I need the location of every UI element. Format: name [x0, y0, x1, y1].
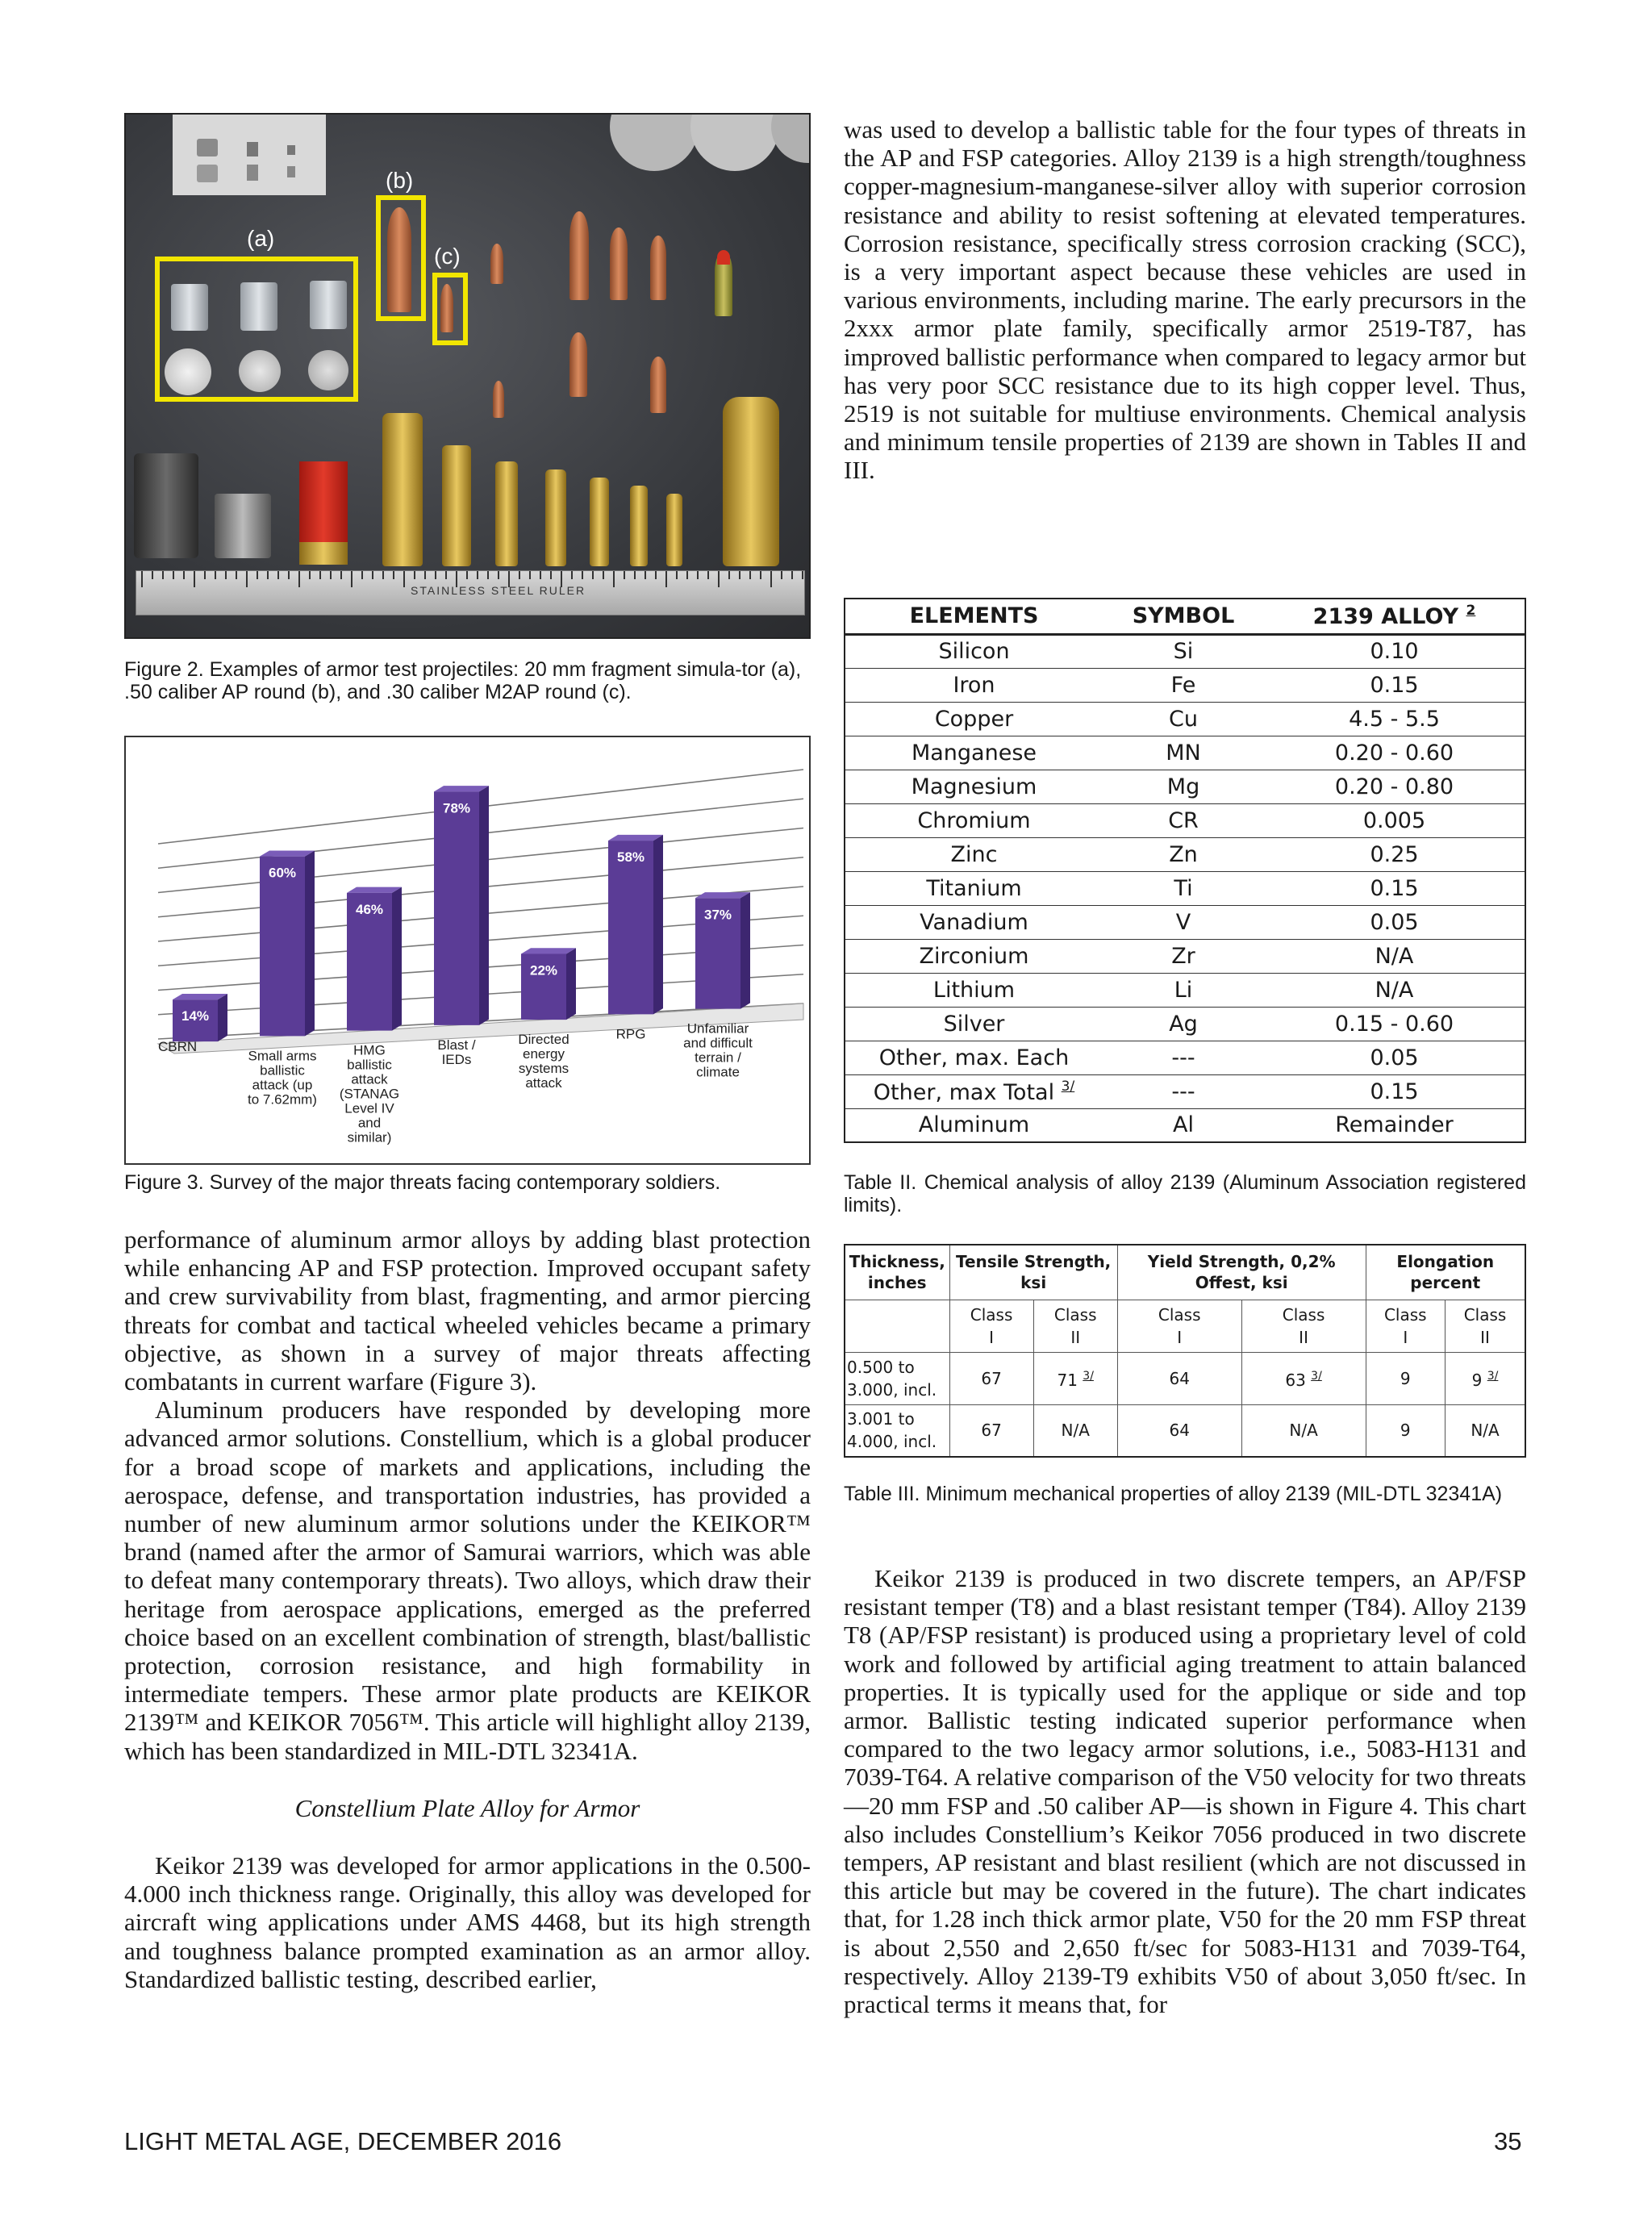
value-cell: [1241, 1352, 1366, 1404]
ruler-tick: [225, 571, 227, 579]
bar-value-label: 60%: [268, 865, 297, 881]
blank-cell: [845, 1300, 949, 1352]
value-cell: 0.20 - 0.80: [1264, 770, 1525, 803]
bar-value-label: 46%: [355, 901, 384, 917]
right-paragraph-2: Keikor 2139 is produced in two discrete tempers, an AP/FSP resistant temper (T8) and a blast resistant temper (T84). Alloy 2139 T8 (AP/FSP resistant) is produced using a proprietary level of cold work and followed by artificial aging treatment to attain balanced properties. It is typically used for the applique or side and top armor. Ballistic testing indicated superior performance when compared to the two legacy armor solutions, i.e., 5083-H131 and 7039-T64. A relative comparison of the V50 velocity for two threats—20 mm FSP and .50 caliber AP—is shown in Figure 4. This chart also includes Constellium’s Keikor 7056 produced in two discrete tempers, AP resistant and blast resilient (which are not discussed in this article but may be covered in the future). The chart indicates that, for 1.28 inch thick armor plate, V50 for the 20 mm FSP threat is about 2,550 and 2,650 ft/sec for 5083-H131 and 7039-T64, respectively. Alloy 2139-T9 exhibits V50 of about 3,050 ft/sec. In practical terms it means that, for: [844, 1564, 1526, 2019]
bar-side: [305, 850, 315, 1036]
element-name: Titanium: [926, 875, 1022, 901]
highlight-box-b: [376, 195, 426, 321]
bar-value-label: 14%: [181, 1008, 210, 1024]
header-yield: Yield Strength, 0,2% Offest, ksi: [1117, 1245, 1366, 1300]
value-cell: 0.20 - 0.60: [1264, 736, 1525, 770]
class-row: [845, 1300, 1525, 1352]
class-numeral: II: [1299, 1327, 1308, 1347]
left-paragraph-2: Aluminum producers have responded by developing more advanced armor solutions. Constellium, which is a global producer for a broad scope of markets and applications, including the aerospace, defense, and transportation industries, has provided a number of new aluminum armor solutions under the KEIKOR™ brand (named after the armor of Samurai warriors, which was able to defeat many contemporary threats). Two alloys, which draw their heritage from aerospace applications, emerged as the preferred choice based on an excellent combination of strength, blast/ballistic protection, corrosion resistance, and high formability in intermediate tempers. These armor plate products are KEIKOR 2139™ and KEIKOR 7056™. This article will highlight alloy 2139, which has been standardized in MIL-DTL 32341A.: [124, 1396, 811, 1765]
bar: [608, 841, 653, 1014]
ruler-text: STAINLESS STEEL RULER: [411, 584, 586, 597]
header-elongation: Elongation percent: [1366, 1245, 1525, 1300]
label-b: (b): [386, 168, 414, 193]
highlight-box-a: [155, 257, 358, 402]
bar-side: [653, 835, 663, 1014]
ruler-tick: [267, 571, 269, 579]
element-cell: [845, 837, 1103, 871]
cell-value: 67: [981, 1421, 1002, 1441]
table-row: [845, 1404, 1525, 1457]
ruler-tick: [236, 571, 237, 579]
ruler-tick: [728, 571, 730, 579]
element-cell: [845, 770, 1103, 803]
bar-value-label: 58%: [616, 849, 645, 866]
bar-side: [218, 994, 227, 1041]
ruler-tick: [655, 571, 657, 579]
table-row: [845, 1007, 1525, 1041]
cell-value: 64: [1169, 1421, 1190, 1441]
ruler-tick: [571, 571, 573, 579]
ruler-tick: [645, 571, 646, 579]
category-label: ballistic: [347, 1057, 392, 1073]
element-cell: [845, 905, 1103, 939]
category-label: and: [357, 1115, 382, 1131]
steel-ruler: [136, 570, 805, 615]
value-cell: [1366, 1352, 1446, 1404]
table-row: [845, 1074, 1525, 1108]
category-label: Directed: [518, 1032, 569, 1048]
table-row: [845, 702, 1525, 736]
cell-value: 63: [1285, 1371, 1306, 1390]
ruler-tick: [435, 571, 436, 579]
right-paragraph-1: was used to develop a ballistic table for the four types of threats in the AP and FSP categories. Alloy 2139 is a high strength/toughness copper-magnesium-manganese-silver alloy with superior corrosion resistance and ability to resist softening at elevated temperatures. Corrosion resistance, specifically stress corrosion cracking (SCC), is a very important aspect because these vehicles are used in various environments, including marine. The early precursors in the 2xxx armor plate family, specifically armor 2519-T87, has improved ballistic performance when compared to legacy armor but has very poor SCC resistance due to its high copper level. Thus, 2519 is not suitable for multiuse environments. Chemical analysis and minimum tensile properties of 2139 are shown in Tables II and III.: [844, 115, 1526, 485]
page-number: 35: [1494, 2127, 1522, 2155]
category-label: Small arms: [248, 1048, 317, 1064]
label-a: (a): [247, 226, 275, 251]
ruler-tick: [351, 571, 353, 587]
ruler-tick: [309, 571, 311, 579]
cell-value: 67: [981, 1368, 1002, 1388]
table-2-header-row: [845, 599, 1525, 634]
element-cell: [845, 702, 1103, 736]
element-name: Manganese: [911, 740, 1037, 766]
class-cell: [1446, 1300, 1525, 1352]
ruler-tick: [257, 571, 258, 579]
table-row: [845, 770, 1525, 803]
bar-side: [566, 948, 576, 1020]
symbol-cell: Si: [1103, 634, 1264, 668]
value-cell: 0.05: [1264, 1041, 1525, 1074]
ruler-tick: [791, 571, 793, 579]
class-cell: [1117, 1300, 1241, 1352]
symbol-cell: V: [1103, 905, 1264, 939]
element-name: Silicon: [938, 639, 1010, 664]
figure-2-caption: Figure 2. Examples of armor test projectiles: 20 mm fragment simula-tor (a), .50 caliber AP round (b), and .30 caliber M2AP round (c).: [124, 658, 802, 703]
class-label: Class: [1158, 1304, 1201, 1325]
symbol-cell: CR: [1103, 803, 1264, 837]
ruler-tick: [246, 571, 248, 587]
category-label: attack (up: [252, 1077, 313, 1093]
element-cell: [845, 1041, 1103, 1074]
value-cell: 0.15: [1264, 668, 1525, 702]
thickness-cell: 3.001 to 4.000, incl.: [845, 1404, 949, 1457]
class-cell: [949, 1300, 1033, 1352]
class-cell: [1033, 1300, 1117, 1352]
ruler-tick: [277, 571, 279, 579]
value-cell: Remainder: [1264, 1108, 1525, 1142]
ruler-tick: [298, 571, 300, 587]
symbol-cell: Ti: [1103, 871, 1264, 905]
class-cell: [1241, 1300, 1366, 1352]
bar-value-label: 22%: [529, 962, 558, 978]
value-cell: 0.15: [1264, 1074, 1525, 1108]
ruler-tick: [749, 571, 751, 579]
ruler-tick: [152, 571, 153, 579]
ruler-tick: [540, 571, 541, 579]
element-cell: [845, 634, 1103, 668]
figure-3-chart: [124, 736, 811, 1165]
cell-value: N/A: [1289, 1421, 1318, 1441]
symbol-cell: Li: [1103, 973, 1264, 1007]
element-cell: [845, 1108, 1103, 1142]
element-cell: [845, 1007, 1103, 1041]
ruler-tick: [665, 571, 667, 587]
value-cell: [1033, 1352, 1117, 1404]
ruler-tick: [204, 571, 206, 579]
cell-value: 9: [1400, 1368, 1411, 1388]
bar: [434, 791, 479, 1025]
ruler-tick: [414, 571, 415, 579]
symbol-cell: ---: [1103, 1041, 1264, 1074]
label-c: (c): [434, 244, 461, 269]
value-cell: 0.25: [1264, 837, 1525, 871]
value-cell: N/A: [1264, 939, 1525, 973]
ruler-tick: [424, 571, 426, 579]
ruler-tick: [487, 571, 489, 579]
symbol-cell: Fe: [1103, 668, 1264, 702]
right-column-bottom: [844, 1564, 1526, 2018]
element-name: Silver: [943, 1011, 1005, 1037]
header-elements: ELEMENTS: [845, 599, 1103, 634]
ruler-tick: [550, 571, 552, 579]
threat-survey-bar-chart: [126, 737, 809, 1163]
table-row: [845, 837, 1525, 871]
element-name: Other, max Total: [873, 1079, 1055, 1105]
class-label: Class: [1383, 1304, 1427, 1325]
table-row: [845, 1041, 1525, 1074]
value-cell: 0.15: [1264, 871, 1525, 905]
table-2-caption: Table II. Chemical analysis of alloy 2139 (Aluminum Association registered limits).: [844, 1171, 1526, 1216]
element-cell: [845, 871, 1103, 905]
footer-publication: LIGHT METAL AGE, DECEMBER 2016: [124, 2127, 562, 2155]
element-cell: [845, 973, 1103, 1007]
category-label: CBRN: [158, 1039, 198, 1055]
header-symbol: SYMBOL: [1103, 599, 1264, 634]
ruler-tick: [613, 571, 615, 587]
ruler-tick: [624, 571, 625, 579]
value-cell: [1446, 1352, 1525, 1404]
ruler-tick: [173, 571, 174, 579]
ruler-tick: [393, 571, 394, 579]
element-name: Other, max. Each: [878, 1045, 1070, 1070]
ruler-tick: [340, 571, 342, 579]
value-cell: [1366, 1404, 1446, 1457]
element-cell: [845, 736, 1103, 770]
value-cell: [949, 1352, 1033, 1404]
category-label: RPG: [615, 1026, 646, 1042]
ruler-tick: [403, 571, 405, 587]
header-thickness: Thickness, inches: [845, 1245, 949, 1300]
ruler-tick: [781, 571, 782, 579]
cell-value: 71: [1057, 1371, 1078, 1390]
header-tensile: Tensile Strength, ksi: [949, 1245, 1117, 1300]
cell-value: 9: [1471, 1371, 1483, 1390]
value-cell: [1117, 1352, 1241, 1404]
ruler-tick: [445, 571, 447, 579]
symbol-cell: Zn: [1103, 837, 1264, 871]
symbol-cell: Ag: [1103, 1007, 1264, 1041]
bar-side: [479, 786, 489, 1025]
category-label: energy: [523, 1046, 565, 1062]
section-heading: Constellium Plate Alloy for Armor: [294, 1793, 640, 1822]
ruler-tick: [477, 571, 478, 579]
symbol-cell: Zr: [1103, 939, 1264, 973]
ruler-tick: [582, 571, 583, 579]
table-row: [845, 1108, 1525, 1142]
bar-value-label: 78%: [442, 800, 471, 816]
ruler-tick: [770, 571, 772, 587]
category-label: Level IV: [344, 1100, 394, 1116]
ruler-tick: [319, 571, 321, 579]
figure-2-photo: [124, 113, 811, 639]
table-3-mechanical-properties: [844, 1244, 1526, 1458]
table-row: [845, 1352, 1525, 1404]
highlight-box-c: [432, 273, 468, 345]
footnote-ref: 3/: [1311, 1370, 1322, 1383]
left-paragraph-3: Keikor 2139 was developed for armor applications in the 0.500-4.000 inch thickness range. Originally, this alloy was developed for aircraft wing applications under AMS 4468, but its high strength and toughness balance prompted examination as an armor alloy. Standardized ballistic testing, described earlier,: [124, 1851, 811, 1993]
table-3-caption: Table III. Minimum mechanical properties of alloy 2139 (MIL-DTL 32341A): [844, 1483, 1503, 1505]
bar-top: [521, 948, 576, 953]
element-name: Magnesium: [911, 774, 1037, 799]
category-label: attack: [351, 1071, 388, 1087]
bar-side: [392, 887, 402, 1031]
value-cell: [1241, 1404, 1366, 1457]
value-cell: [1117, 1404, 1241, 1457]
class-cell: [1366, 1300, 1446, 1352]
ruler-tick: [760, 571, 761, 579]
ruler-tick: [529, 571, 531, 579]
cell-value: N/A: [1471, 1421, 1500, 1441]
category-label: (STANAG: [339, 1086, 400, 1102]
ruler-tick: [330, 571, 332, 579]
table-row: [845, 973, 1525, 1007]
class-numeral: I: [1403, 1327, 1408, 1347]
table-row: [845, 736, 1525, 770]
footnote-ref: 3/: [1487, 1370, 1499, 1383]
value-cell: 0.15 - 0.60: [1264, 1007, 1525, 1041]
element-name: Aluminum: [918, 1112, 1030, 1138]
value-cell: [1446, 1404, 1525, 1457]
symbol-cell: MN: [1103, 736, 1264, 770]
value-cell: N/A: [1264, 973, 1525, 1007]
element-cell: [845, 939, 1103, 973]
category-label: to 7.62mm): [248, 1091, 317, 1108]
header-alloy-ref: 2: [1466, 603, 1476, 620]
ruler-tick: [802, 571, 803, 579]
element-name: Zirconium: [919, 943, 1029, 969]
ruler-tick: [361, 571, 363, 579]
table-row: [845, 871, 1525, 905]
class-numeral: I: [989, 1327, 995, 1347]
element-name: Copper: [934, 706, 1014, 732]
header-alloy: [1264, 599, 1525, 634]
table-row: [845, 939, 1525, 973]
class-label: Class: [1053, 1304, 1097, 1325]
bar-value-label: 37%: [703, 907, 732, 923]
left-column: [124, 1225, 811, 1993]
ruler-tick: [634, 571, 636, 579]
table-row: [845, 668, 1525, 702]
ruler-tick: [739, 571, 740, 579]
value-cell: 4.5 - 5.5: [1264, 702, 1525, 736]
ruler-tick: [194, 571, 195, 587]
class-label: Class: [1282, 1304, 1325, 1325]
category-label: systems: [518, 1061, 569, 1077]
element-cell: [845, 1074, 1103, 1108]
symbol-cell: Cu: [1103, 702, 1264, 736]
figure-3-caption: Figure 3. Survey of the major threats facing contemporary soldiers.: [124, 1171, 721, 1194]
element-cell: [845, 668, 1103, 702]
category-label: HMG: [353, 1042, 386, 1058]
symbol-cell: ---: [1103, 1074, 1264, 1108]
value-cell: 0.05: [1264, 905, 1525, 939]
thickness-cell: 0.500 to 3.000, incl.: [845, 1352, 949, 1404]
ruler-tick: [686, 571, 688, 579]
ruler-tick: [498, 571, 499, 579]
element-name: Chromium: [917, 807, 1031, 833]
ruler-tick: [603, 571, 604, 579]
ruler-tick: [592, 571, 594, 579]
category-label: Blast /: [437, 1037, 476, 1053]
ruler-tick: [215, 571, 216, 579]
cell-value: N/A: [1061, 1421, 1090, 1441]
bar-top: [434, 786, 489, 791]
category-label: climate: [696, 1064, 740, 1080]
value-cell: 0.10: [1264, 634, 1525, 668]
right-column-top: [844, 115, 1526, 485]
cell-value: 9: [1400, 1421, 1411, 1441]
element-name: Zinc: [950, 841, 998, 867]
ruler-tick: [372, 571, 373, 579]
category-label: Unfamiliar: [686, 1020, 749, 1037]
left-paragraph-1: performance of aluminum armor alloys by adding blast protection while enhancing AP and FSP protection. Improved occupant safety and crew survivability from blast, fragmenting, and armor piercing threats for combat and tactical wheeled vehicles became a primary objective, as shown in a survey of major threats affecting combatants in current warfare (Figure 3).: [124, 1225, 811, 1396]
element-name: Vanadium: [920, 909, 1028, 935]
ruler-tick: [676, 571, 678, 579]
bar: [260, 857, 305, 1037]
class-numeral: II: [1070, 1327, 1081, 1347]
value-cell: 0.005: [1264, 803, 1525, 837]
class-label: Class: [970, 1304, 1013, 1325]
footnote-ref: 3/: [1061, 1078, 1075, 1095]
symbol-cell: Mg: [1103, 770, 1264, 803]
element-name: Iron: [953, 672, 995, 698]
value-cell: [1033, 1404, 1117, 1457]
table-row: [845, 803, 1525, 837]
ruler-tick: [519, 571, 520, 579]
category-label: ballistic: [260, 1062, 305, 1079]
footnote-ref: 3/: [1083, 1370, 1094, 1383]
ruler-tick: [183, 571, 185, 579]
bar-side: [740, 892, 750, 1009]
cell-value: 64: [1169, 1368, 1190, 1388]
ruler-tick: [707, 571, 709, 579]
element-name: Lithium: [932, 977, 1016, 1003]
element-cell: [845, 803, 1103, 837]
class-numeral: I: [1177, 1327, 1183, 1347]
table-2-chemical-analysis: [844, 598, 1526, 1143]
category-label: and difficult: [683, 1035, 753, 1051]
category-label: similar): [347, 1129, 392, 1145]
ruler-tick: [697, 571, 699, 579]
value-cell: [949, 1404, 1033, 1457]
table-row: [845, 905, 1525, 939]
category-label: attack: [525, 1075, 562, 1091]
category-label: IEDs: [441, 1051, 472, 1067]
header-alloy-label: 2139 ALLOY: [1312, 604, 1459, 630]
ruler-tick: [141, 571, 143, 587]
ruler-tick: [162, 571, 164, 579]
ruler-tick: [718, 571, 720, 587]
ruler-tick: [382, 571, 384, 579]
table-3-header-row: [845, 1245, 1525, 1300]
ruler-tick: [466, 571, 468, 579]
class-label: Class: [1463, 1304, 1507, 1325]
symbol-cell: Al: [1103, 1108, 1264, 1142]
class-numeral: II: [1480, 1327, 1490, 1347]
ruler-tick: [288, 571, 290, 579]
category-label: terrain /: [695, 1049, 741, 1066]
table-row: [845, 634, 1525, 668]
